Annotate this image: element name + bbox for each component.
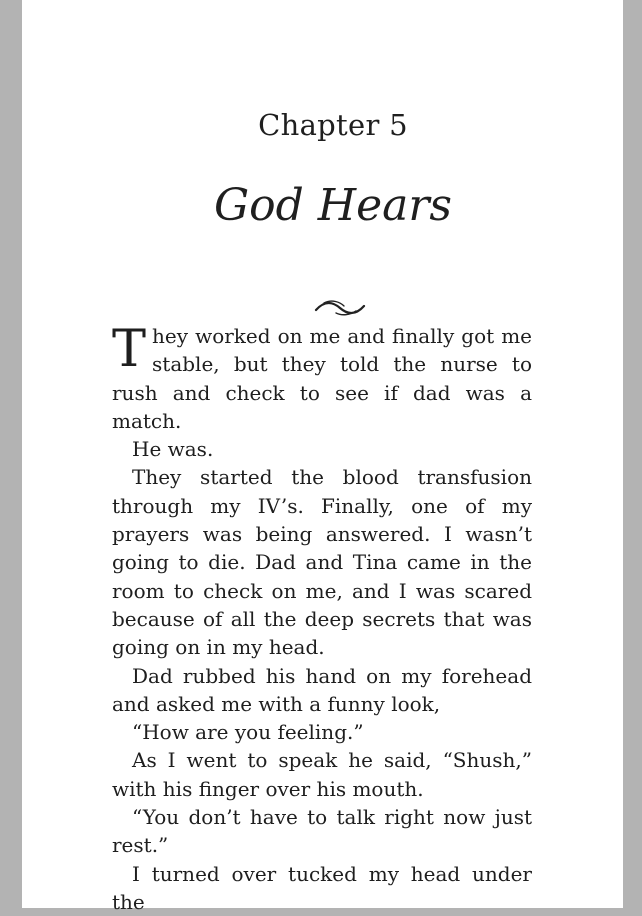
paragraph: They started the blood transfusion through my IV’s. Finally, one of my prayers was being answered. I wasn’t going to die. Dad and Tina came in the room to check on me, and I was scared because of all the deep secrets that was going on in my head. [112, 465, 532, 660]
book-page [22, 0, 623, 914]
drop-cap: T [112, 320, 147, 379]
chapter-number: Chapter 5 [258, 108, 408, 142]
paragraph: He was. [132, 437, 214, 462]
paragraph: They worked on me and finally got me stable, but they told the nurse to rush and check to see if dad was a match. [112, 320, 532, 433]
paragraph: I turned over tucked my head under the [112, 861, 532, 914]
paragraph: As I went to speak he said, “Shush,” with his finger over his mouth. [112, 748, 532, 801]
chapter-body [112, 322, 532, 916]
paragraph: Dad rubbed his hand on my forehead and asked me with a funny look, [112, 663, 532, 716]
paragraph: “You don’t have to talk right now just rest.” [112, 805, 532, 858]
paragraph: “How are you feeling.” [132, 720, 364, 745]
flourish-icon [310, 297, 370, 319]
chapter-title: God Hears [213, 180, 453, 231]
